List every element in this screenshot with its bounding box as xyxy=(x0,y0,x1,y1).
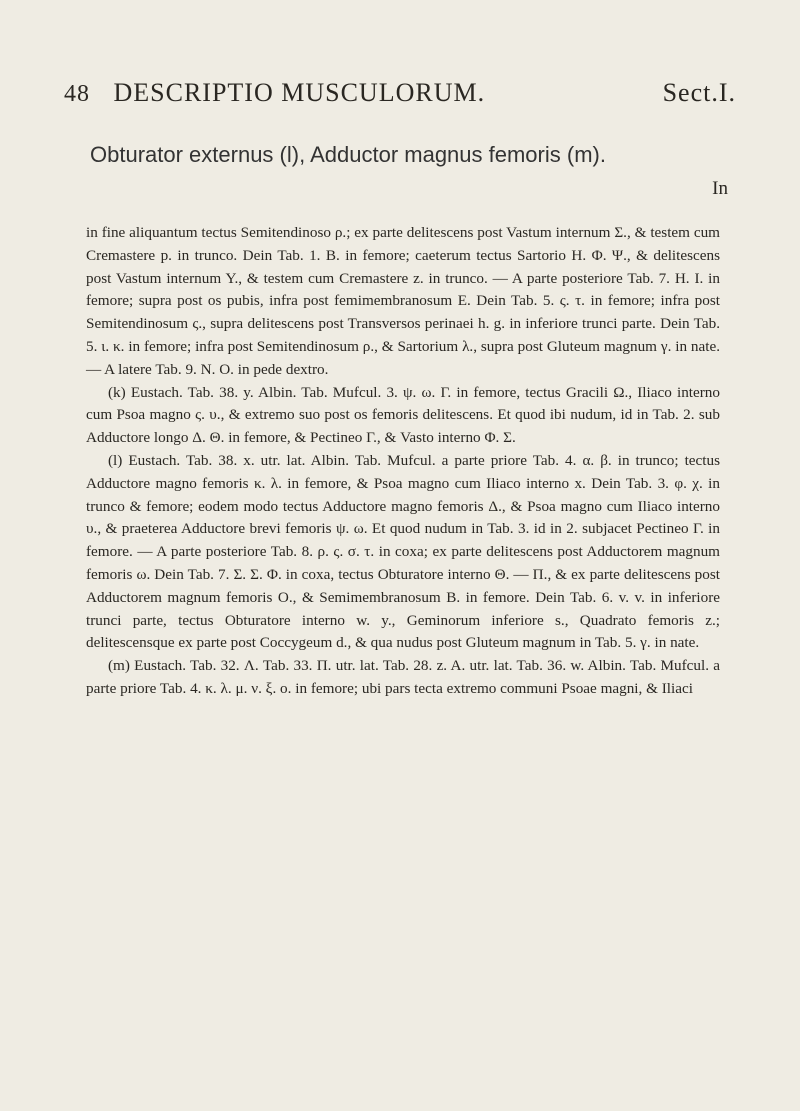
running-title: DESCRIPTIO MUSCULORUM. xyxy=(113,78,486,107)
footnote-m: (m) Eustach. Tab. 32. Λ. Tab. 33. Π. utr. lat. Tab. 28. z. A. utr. lat. Tab. 36. w. Albin. Tab. Mufcul. a parte priore Tab. 4. κ. λ. μ. ν. ξ. ο. in femore; ubi pars tecta extremo communi Psoae magni, & Iliaci xyxy=(86,657,720,697)
footnote-l: (l) Eustach. Tab. 38. x. utr. lat. Albin. Tab. Mufcul. a parte priore Tab. 4. α. β. in trunco; tectus Adductore magno femoris κ. λ. in femore, & Psoa magno cum Iliaco interno x. Dein Tab. 3. φ. χ. in trunco & femore; eodem modo tectus Adductore magno femoris Δ., & Psoa magno cum Iliaco interno υ., & praeterea Adductore brevi femoris ψ. ω. Et quod nudum in Tab. 3. id in 2. subjacet Pectineo Γ. in femore. — A parte posteriore Tab. 8. ρ. ς. σ. τ. in coxa; ex parte delitescens post Adductorem magnum femoris ω. Dein Tab. 7. Σ. Σ. Φ. in coxa, tectus Obturatore interno Θ. — Π., & ex parte delitescens post Adductorem magnum femoris O., & Semimembranosum B. in femore. Dein Tab. 6. v. v. in inferiore trunci parte, tectus Obturatore interno w. y., Geminorum inferiore s., Quadrato femoris z.; delitescensque ex parte post Coccygeum d., & qua nudus post Gluteum magnum in Tab. 5. γ. in nate. xyxy=(86,451,720,652)
catchword: In xyxy=(712,178,728,199)
paragraph: in fine aliquantum tectus Semitendinoso ρ.; ex parte delitescens post Vastum internum Σ., & testem cum Cremastere p. in trunco. Dein Tab. 1. B. in femore; caeterum tectus Sartorio H. Φ. Ψ., & delitescens post Vastum internum Y., & testem cum Cremastere z. in trunco. — A parte posteriore Tab. 7. H. I. in femore; supra post os pubis, infra post femimembranosum E. Dein Tab. 5. ς. τ. in femore; infra post Semitendinosum ς., supra delitescens post Transversos perinaei h. g. in inferiore trunci parte. Dein Tab. 5. ι. κ. in femore; infra post Semitendinosum ρ., & Sartorium λ., supra post Gluteum magnum γ. in nate. — A latere Tab. 9. N. O. in pede dextro. xyxy=(86,224,720,378)
body-text xyxy=(86,222,720,701)
page-subtitle: Obturator externus (l), Adductor magnus femoris (m). xyxy=(90,142,606,167)
page-number: 48 xyxy=(64,81,90,107)
footnote-k: (k) Eustach. Tab. 38. y. Albin. Tab. Mufcul. 3. ψ. ω. Γ. in femore, tectus Gracili Ω., Iliaco interno cum Psoa magno ς. υ., & extremo suo post os femoris delitescens. Et quod ibi nudum, id in Tab. 2. sub Adductore longo Δ. Θ. in femore, & Pectineo Γ., & Vasto interno Φ. Σ. xyxy=(86,383,720,447)
running-header xyxy=(64,78,736,108)
section-label: Sect.I. xyxy=(662,78,736,107)
